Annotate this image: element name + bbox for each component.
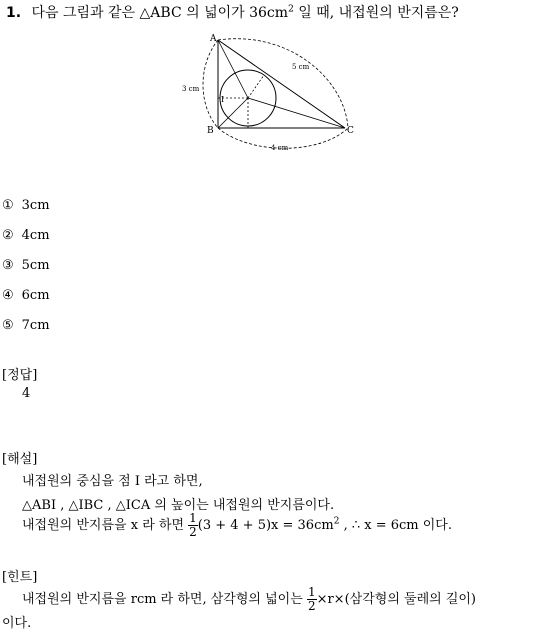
label-side-ab: 3 cm xyxy=(182,85,200,93)
fraction-denominator: 2 xyxy=(307,599,316,613)
choice-mark: ④ xyxy=(2,288,14,303)
choice-5[interactable] xyxy=(2,318,50,333)
label-a: A xyxy=(210,34,217,44)
question-text-end: 일 때, 내접원의 반지름은? xyxy=(293,5,459,21)
choice-text: 7cm xyxy=(21,318,50,333)
arc-ab xyxy=(203,40,218,128)
fraction-numerator: 1 xyxy=(189,511,197,525)
explanation-line-3-start: 내접원의 반지름을 x 라 하면 xyxy=(22,518,189,533)
fraction-denominator: 2 xyxy=(189,525,197,539)
choice-2[interactable] xyxy=(2,228,50,243)
explanation-line-2: △ABI , △IBC , △ICA 의 높이는 내접원의 반지름이다. xyxy=(22,498,335,513)
answer-heading: [정답] xyxy=(2,368,38,383)
label-c: C xyxy=(347,126,354,136)
triangle-figure xyxy=(170,30,370,155)
label-b: B xyxy=(207,126,214,136)
explanation-equation: (3 + 4 + 5)x = 36cm xyxy=(197,518,334,533)
explanation-line-1: 내접원의 중심을 점 I 라고 하면, xyxy=(22,474,203,489)
choice-4[interactable] xyxy=(2,288,50,303)
question xyxy=(6,2,459,22)
hint-line-1-start: 내접원의 반지름을 rcm 라 하면, 삼각형의 넓이는 xyxy=(22,592,307,607)
choice-mark: ① xyxy=(2,198,14,213)
answer-value: 4 xyxy=(22,386,31,401)
explanation-line-3-end: , ∴ x = 6cm 이다. xyxy=(339,518,452,533)
fraction-half xyxy=(188,512,198,539)
hint-fraction-half xyxy=(307,586,317,613)
arc-ac xyxy=(218,39,348,128)
question-text-sup: 2 xyxy=(288,4,294,15)
explanation-equation-sup: 2 xyxy=(333,516,340,527)
label-side-bc: 4 cm xyxy=(271,144,289,152)
hint-heading: [힌트] xyxy=(2,570,38,585)
choice-mark: ③ xyxy=(2,258,14,273)
choice-text: 4cm xyxy=(21,228,50,243)
question-number: 1. xyxy=(6,5,22,21)
question-text xyxy=(32,5,459,21)
line-ai xyxy=(218,40,248,98)
choice-mark: ② xyxy=(2,228,14,243)
choice-text: 6cm xyxy=(21,288,50,303)
hint-line-1-end: ×r×(삼각형의 둘레의 길이) xyxy=(316,592,477,607)
choice-3[interactable] xyxy=(2,258,50,273)
choice-1[interactable] xyxy=(2,198,50,213)
side-ac xyxy=(218,40,345,128)
label-i: I xyxy=(221,95,225,104)
question-text-main: 다음 그림과 같은 △ABC 의 넓이가 36cm xyxy=(31,5,289,21)
fraction-numerator: 1 xyxy=(307,585,316,599)
hint-line-1 xyxy=(22,586,476,613)
explanation-line-3 xyxy=(22,512,452,539)
choice-text: 3cm xyxy=(21,198,50,213)
explanation-heading: [해설] xyxy=(2,452,38,467)
choice-mark: ⑤ xyxy=(2,318,14,333)
hint-line-2: 이다. xyxy=(2,616,32,631)
line-ci xyxy=(248,98,345,128)
radius-diag xyxy=(248,75,264,98)
label-side-ac: 5 cm xyxy=(292,63,310,71)
choice-text: 5cm xyxy=(21,258,50,273)
